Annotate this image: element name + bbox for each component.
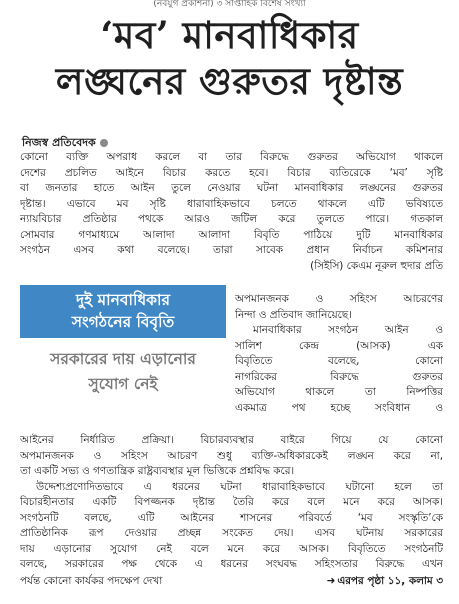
article-footer [20,574,443,590]
continued-on-text: এরপর পৃষ্ঠা ১১, কলাম ৩ [337,575,443,587]
body-line: তা একটি সভ্য ও গণতান্ত্রিক রাষ্ট্রব্যবস্থার মূল ভিত্তিকে প্রশ্নবিদ্ধ করে। [20,465,295,477]
article-body-right-column [235,292,443,416]
body-line: নাগরিকের বিরুদ্ধে গুরুতর [235,370,443,383]
body-line: প্রাতিষ্ঠানিক রূপ দেওয়ার প্রচ্ছন্ন সংকেত দেয়। এসব ঘটনায় সরকারের [20,527,443,539]
body-line: দেশের প্রচলিত আইনে বিচার করতে হবে। বিচার ব্যতিরেকে ‘মব’ সৃষ্টি [20,166,443,179]
body-line: বিচারহীনতার একটি বিপজ্জনক দৃষ্টান্ত তৈরি করে বলে মনে করে আসক। [20,496,443,508]
body-line: নিন্দা ও প্রতিবাদ জানিয়েছে। [235,308,352,321]
body-line: একমাত্র পথ হচ্ছে সংবিধান ও [235,401,443,414]
body-line: কোনো ব্যক্তি অপরাধ করলে বা তার বিরুদ্ধে গুরুতর অভিযোগ থাকলে [20,151,443,163]
body-line: ন্যায়বিচার প্রতিষ্ঠার পথকে আরও জটিল করে তুলতে পারে। গতকাল [20,213,443,225]
header-fragment: (নবযুগ প্রকাশনা) ৩ সাপ্তাহিক বিশেষ সংখ্যা [153,0,306,9]
pull-quote-subhead-line-2: সুযোগ নেই [88,375,158,393]
watermark [246,268,396,294]
cropped-header-strip [0,0,459,9]
article-body-top [20,150,443,274]
body-line: সোমবার গণমাধ্যমে আলাদা আলাদা বিবৃতি পাঠিয়ে দুটি মানবাধিকার [20,228,443,241]
body-line: সংগঠনটি বলছে, এটি আইনের শাসনের পরিবর্তে ‘মব সংস্কৃতি’কে [20,511,443,524]
body-line: আইনের নির্ধারিত প্রক্রিয়া। বিচারব্যবস্থার বাইরে গিয়ে যে কোনো [20,434,443,446]
body-last-line: পর্যন্ত কোনো কার্যকর পদক্ষেপ দেখা [20,575,163,587]
pull-quote-band [20,285,226,338]
pull-quote-line-1: দুই মানবাধিকার [75,291,171,309]
headline-line-1: ‘মব’ মানবাধিকার [100,13,359,57]
article-body-bottom [20,433,443,573]
body-line: বিবৃতিতে বলেছে, কোনো [235,355,443,367]
body-line: মানবাধিকার সংগঠন আইন ও [253,324,443,336]
body-line: সালিশ কেন্দ্র (আসক) এক [235,339,443,352]
body-line: বা জনতার হাতে আইন তুলে নেওয়ার ঘটনা মানবাধিকার লঙ্ঘনের গুরুতর [20,182,443,194]
arrow-right-icon: ➜ [326,575,336,587]
body-line: সংগঠন এসব কথা বলেছে। তারা সাবেক প্রধান নির্বাচন কমিশনার [20,244,443,256]
body-line: অভিযোগ থাকলে তা নিষ্পত্তির [235,386,443,398]
body-line-text: (সিইসি) কেএম নূরুল হুদার প্রতি [310,259,443,272]
continued-on-link[interactable] [327,574,443,590]
pull-quote-line-2: সংগঠনের বিবৃতি [71,313,175,331]
byline-bullet-icon [100,139,108,147]
body-line: বলছে, সরকারের পক্ষ থেকে এ ধরনের সংঘবদ্ধ সহিংসতার বিরুদ্ধে এখন [20,558,443,570]
body-line: অপমানজনক ও সহিংস আচরণের [235,293,443,305]
pull-quote-subhead-line-1: সরকারের দায় এড়ানোর [50,350,196,368]
headline-line-2: লঙ্ঘনের গুরুতর দৃষ্টান্ত [55,59,404,103]
pull-quote-subhead [20,347,226,397]
body-line: অপমানজনক ও সহিংস আচরণ শুধু ব্যক্তি-অধিকারকেই লঙ্ঘন করে না, [20,449,443,462]
pull-quote-box [20,285,226,417]
headline [0,12,459,104]
body-line: দৃষ্টান্ত। এভাবে মব সৃষ্টি ধারাবাহিকভাবে চলতে থাকলে এটি ভবিষ্যতে [20,197,443,210]
body-line: দায় এড়ানোর সুযোগ নেই বলে মনে করে আসক। বিবৃতিতে সংগঠনটি [20,542,443,555]
byline-text: নিজস্ব প্রতিবেদক [22,136,96,149]
body-line: উদ্দেশ্যপ্রণোদিতভাবে এ ধরনের ঘটনা ধারাবাহিকভাবে ঘটানো হলে তা [36,480,443,493]
